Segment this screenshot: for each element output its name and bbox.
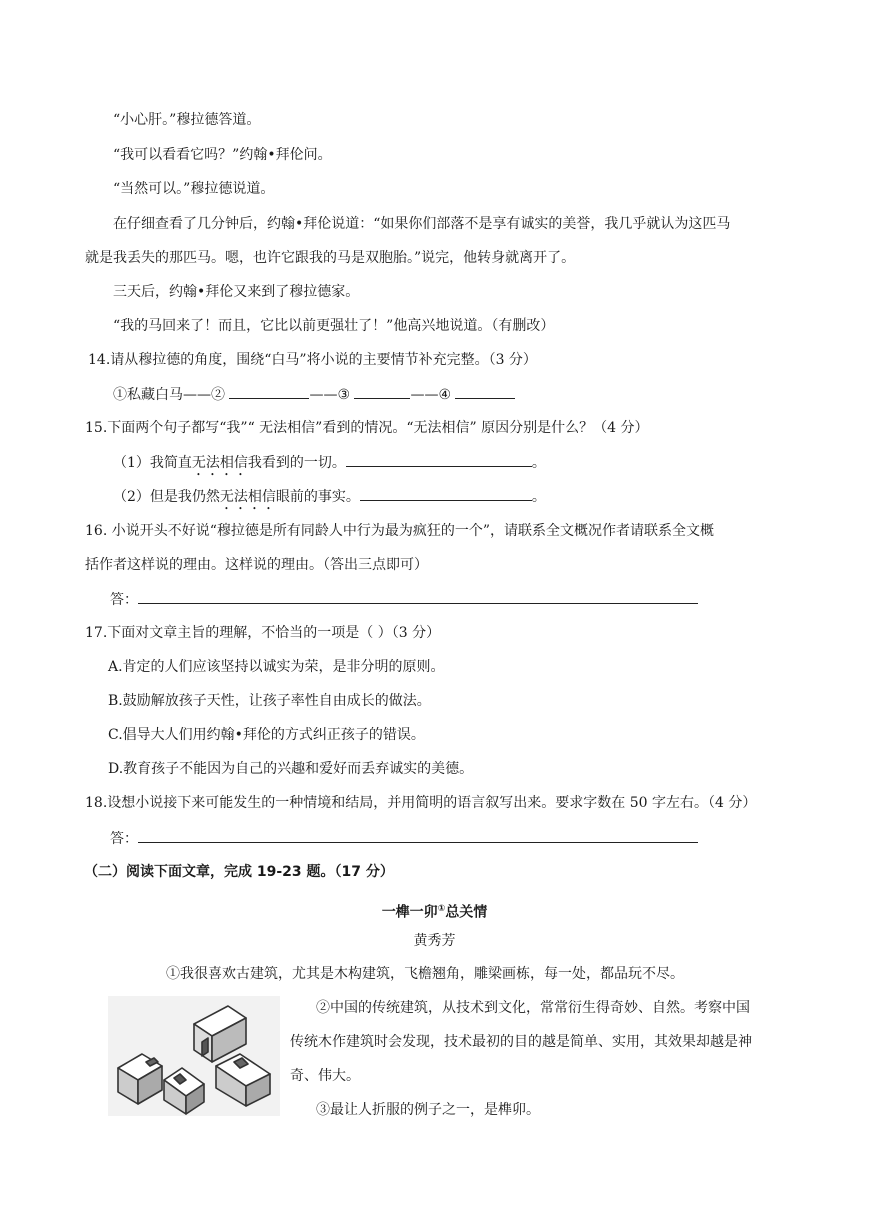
mortise-tenon-illustration <box>108 996 280 1116</box>
answer-label: 答： <box>110 592 138 608</box>
option-d: D.教育孩子不能因为自己的兴趣和爱好而丢弃诚实的美德。 <box>108 761 474 777</box>
plot-blank-3[interactable] <box>354 384 410 399</box>
answer-line-18[interactable] <box>138 828 698 843</box>
article-title-end: 总关情 <box>445 904 488 921</box>
question-18-answer <box>110 828 698 849</box>
plot-blank-4[interactable] <box>455 384 515 399</box>
article-paragraph-3: ③最让人折服的例子之一，是榫卯。 <box>316 1102 540 1118</box>
section-2-heading: （二）阅读下面文章，完成 19-23 题。（17 分） <box>84 864 394 880</box>
sentence-1-period: 。 <box>531 455 546 471</box>
plot-step-2: ——③ <box>309 387 351 403</box>
sentence-1-suffix: 我看到的一切。 <box>247 455 346 471</box>
sentence-2-period: 。 <box>531 489 546 505</box>
question-15-sentence-2 <box>113 486 546 513</box>
question-14-plot-line <box>113 384 515 405</box>
story-paragraph-4-line-1: 在仔细查看了几分钟后，约翰•拜伦说道：“如果你们部落不是享有诚实的美誉，我几乎就认为这匹马 <box>113 216 731 232</box>
story-paragraph-2: “我可以看看它吗？”约翰•拜伦问。 <box>113 147 332 163</box>
sentence-1-prefix: （1）我简直 <box>113 455 192 471</box>
article-title <box>0 899 869 923</box>
article-paragraph-1: ①我很喜欢古建筑，尤其是木构建筑，飞檐翘角，雕梁画栋，每一处，都品玩不尽。 <box>166 966 684 982</box>
story-paragraph-3: “当然可以。”穆拉德说道。 <box>113 181 275 197</box>
article-paragraph-2-line-1: ②中国的传统建筑，从技术到文化，常常衍生得奇妙、自然。考察中国 <box>316 1000 750 1016</box>
question-15-stem: 15.下面两个句子都写“我”“ 无法相信”看到的情况。“无法相信” 原因分别是什么？（4 分） <box>85 420 649 436</box>
question-18-stem: 18.设想小说接下来可能发生的一种情境和结局，并用简明的语言叙写出来。要求字数在 50 字左右。（4 分） <box>85 795 757 811</box>
option-a: A.肯定的人们应该坚持以诚实为荣，是非分明的原则。 <box>108 659 445 675</box>
option-b: B.鼓励解放孩子天性，让孩子率性自由成长的做法。 <box>108 693 431 709</box>
sentence-2-emphasis: 无法相信 <box>219 489 276 505</box>
question-15-sentence-1 <box>113 452 546 479</box>
question-14-stem: 14.请从穆拉德的角度，围绕“白马”将小说的主要情节补充完整。（3 分） <box>88 352 537 368</box>
article-author: 黄秀芳 <box>413 933 456 949</box>
plot-step-3: ——④ <box>410 387 452 403</box>
footnote-marker: ① <box>437 904 446 914</box>
answer-label: 答： <box>110 831 138 847</box>
question-17-stem: 17.下面对文章主旨的理解，不恰当的一项是（ ）（3 分） <box>85 625 441 641</box>
story-paragraph-1: “小心肝。”穆拉德答道。 <box>113 112 261 128</box>
question-16-stem-line-2: 括作者这样说的理由。这样说的理由。（答出三点即可） <box>85 557 428 573</box>
answer-blank-15-1[interactable] <box>346 452 532 467</box>
option-c: C.倡导大人们用约翰•拜伦的方式纠正孩子的错误。 <box>108 727 425 743</box>
article-title-main: 一榫一卯 <box>381 904 438 921</box>
article-paragraph-2-line-2: 传统木作建筑时会发现，技术最初的目的越是简单、实用，其效果却越是神 <box>290 1034 752 1050</box>
question-16-answer <box>110 589 698 610</box>
plot-step-1: ①私藏白马——② <box>113 387 225 403</box>
sentence-1-emphasis: 无法相信 <box>191 455 248 471</box>
answer-blank-15-2[interactable] <box>360 486 532 501</box>
plot-blank-2[interactable] <box>229 384 309 399</box>
article-paragraph-2-line-3: 奇、伟大。 <box>290 1068 360 1084</box>
sentence-2-suffix: 眼前的事实。 <box>275 489 360 505</box>
story-paragraph-6: “我的马回来了！而且，它比以前更强壮了！”他高兴地说道。（有删改） <box>113 318 555 334</box>
sentence-2-prefix: （2）但是我仍然 <box>113 489 220 505</box>
answer-line-16[interactable] <box>138 589 698 604</box>
question-16-stem-line-1: 16. 小说开头不好说“穆拉德是所有同龄人中行为最为疯狂的一个”，请联系全文概况作者请联系全文概 <box>85 523 715 539</box>
story-paragraph-5: 三天后，约翰•拜伦又来到了穆拉德家。 <box>113 284 360 300</box>
story-paragraph-4-line-2: 就是我丢失的那匹马。嗯，也许它跟我的马是双胞胎。”说完，他转身就离开了。 <box>85 250 576 266</box>
